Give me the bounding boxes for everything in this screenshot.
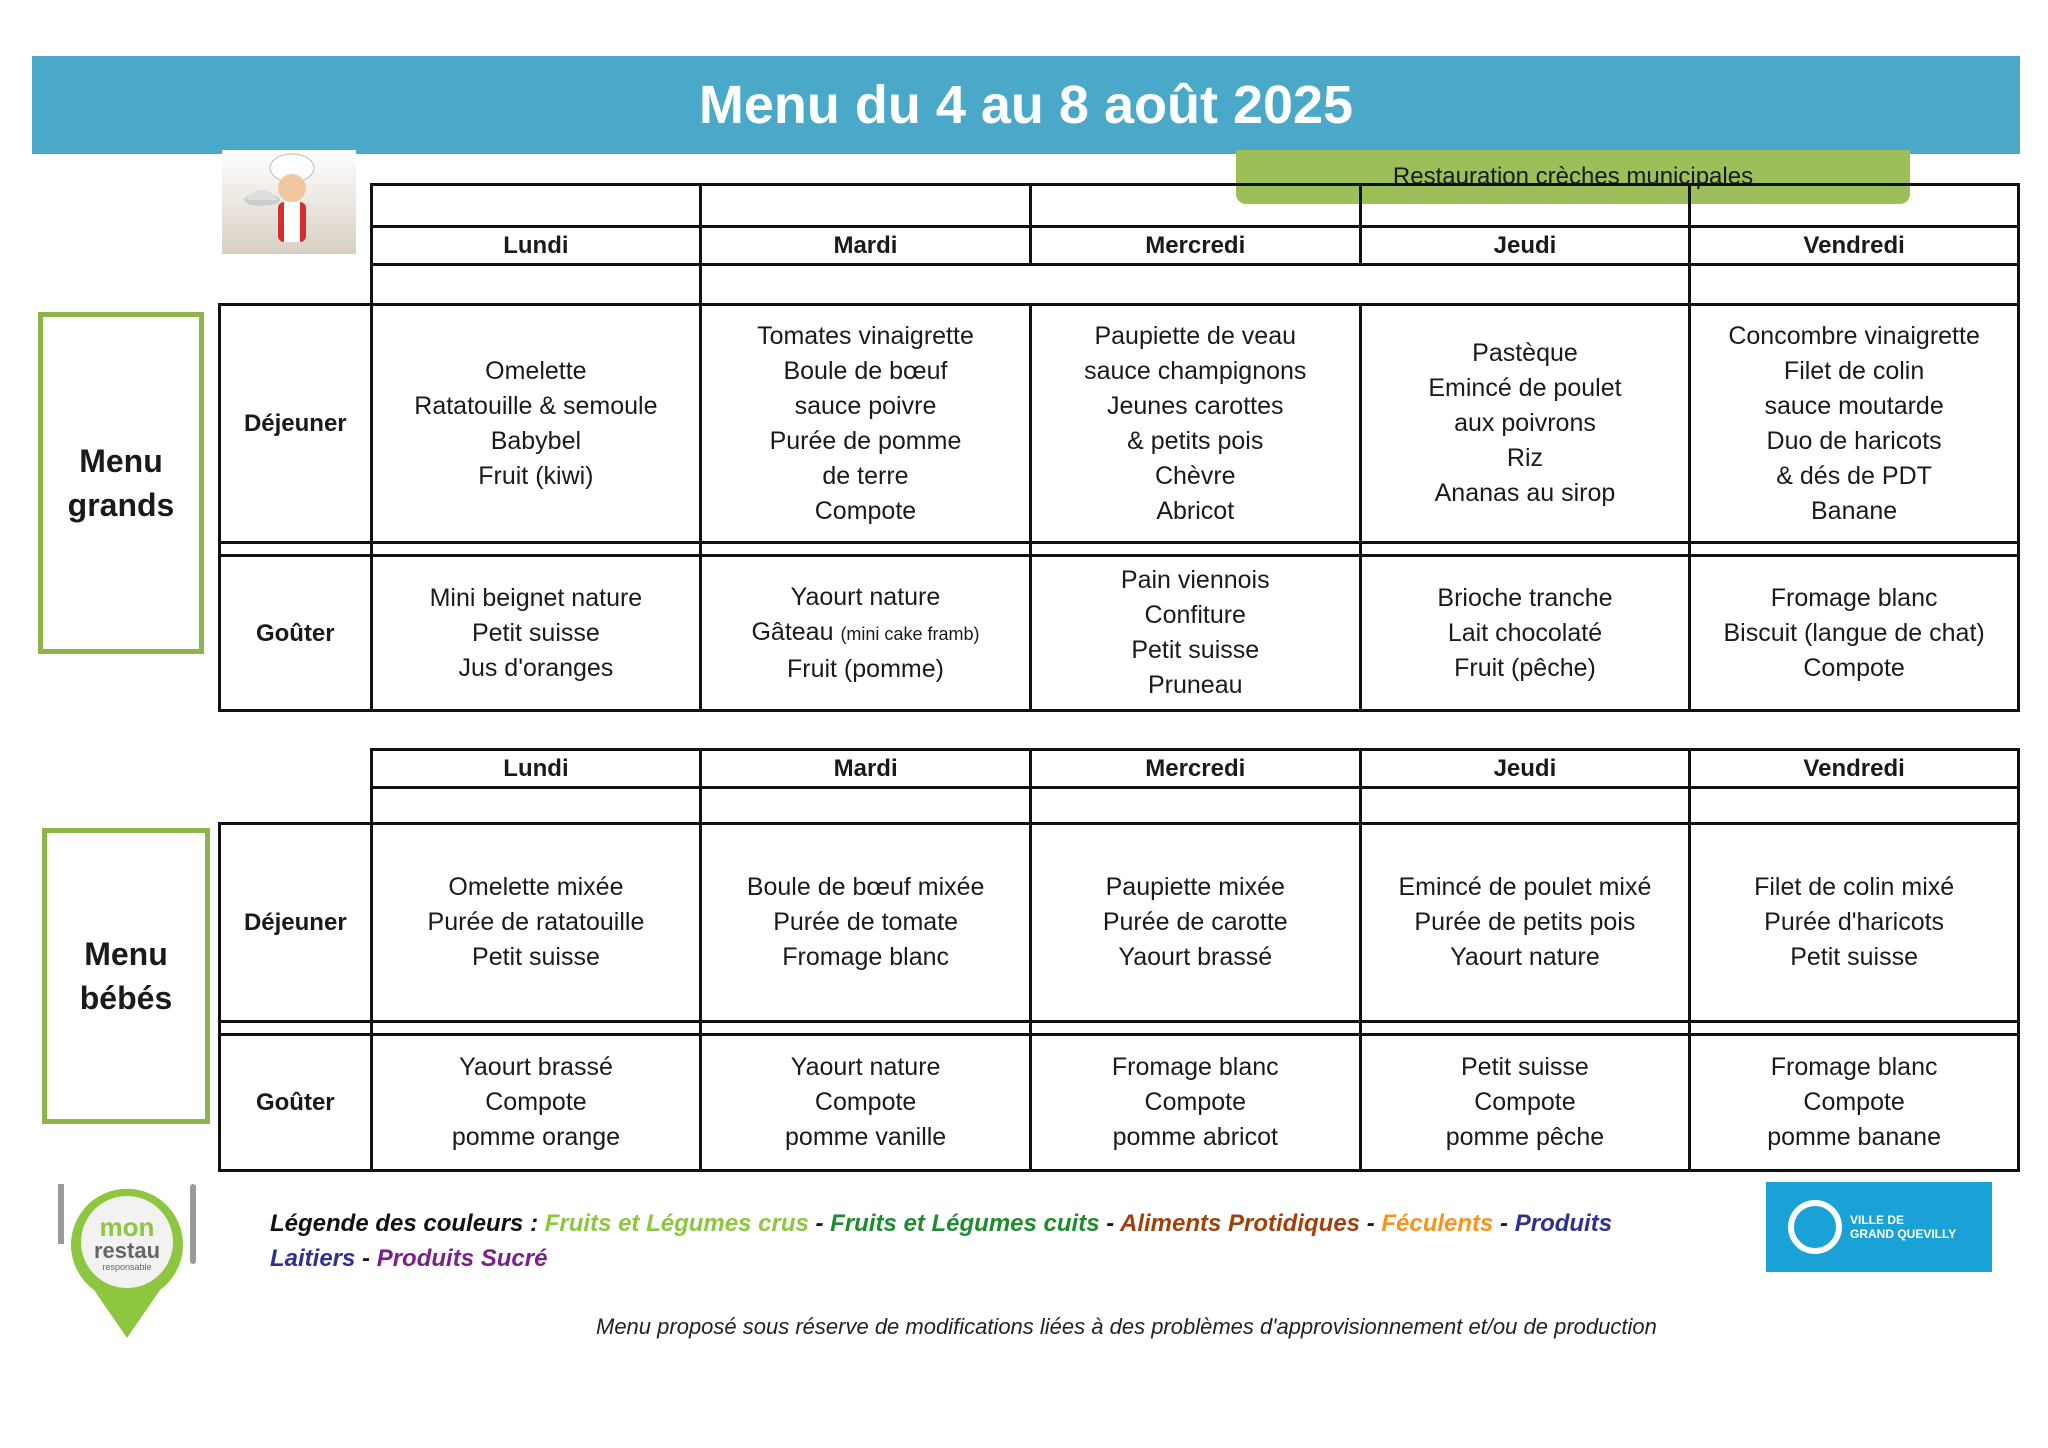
dish-cell: Mini beignet nature Petit suisse Jus d'oranges [371,556,701,711]
dish-cell: Tomates vinaigrette Boule de bœuf sauce poivre Purée de pomme de terre Compote [701,305,1031,543]
legend-item: Fruits et Légumes cuits [830,1210,1100,1237]
dish-cell: Brioche tranche Lait chocolaté Fruit (pêche) [1360,556,1689,711]
dish-cell: Petit suisse Compote pomme pêche [1360,1035,1690,1171]
meal-label-snack: Goûter [220,1035,372,1171]
menu-bebes-line1: Menu [84,936,168,972]
logo-text-responsable: responsable [102,1262,152,1272]
dish-cell: Pastèque Emincé de poulet aux poivrons Riz Ananas au sirop [1360,305,1689,543]
bebes-snack-row [220,1035,2019,1171]
dish-cell: Concombre vinaigrette Filet de colin sauce moutarde Duo de haricots & dés de PDT Banane [1690,305,2019,543]
legend-title: Légende des couleurs : [270,1210,539,1237]
color-legend: Légende des couleurs : Fruits et Légumes crus - Fruits et Légumes cuits - Aliments Protidiques - Féculents - Produits Laitiers - Produits Sucré [270,1210,1613,1272]
dish-cell: Yaourt nature Compote pomme vanille [701,1035,1031,1171]
dish-cell: Boule de bœuf mixée Purée de tomate Fromage blanc [701,824,1031,1022]
dish-cell: Fromage blanc Compote pomme banane [1690,1035,2019,1171]
day-header: Mardi [701,227,1031,265]
dish-cell: Paupiette mixée Purée de carotte Yaourt brassé [1030,824,1360,1022]
menu-grands-line1: Menu [79,443,163,479]
logo-right-line2: GRAND QUEVILLY [1850,1227,1957,1241]
logo-text-restau: restau [93,1238,161,1263]
disclaimer: Menu proposé sous réserve de modifications liées à des problèmes d'approvisionnement et/ou de production [596,1314,1657,1339]
dish-cell: Yaourt nature Gâteau (mini cake framb) Fruit (pomme) [701,556,1031,711]
dish-cell: Filet de colin mixé Purée d'haricots Petit suisse [1690,824,2019,1022]
dish-cell: Emincé de poulet mixé Purée de petits pois Yaourt nature [1360,824,1690,1022]
menu-bebes-label [42,828,210,1124]
menu-bebes-table [218,748,2020,1172]
grands-lunch-row [220,305,2019,543]
dish-cell: Pain viennois Confiture Petit suisse Pruneau [1030,556,1360,711]
dish-cell: Omelette Ratatouille & semoule Babybel Fruit (kiwi) [371,305,701,543]
day-header: Mercredi [1030,750,1360,788]
meal-label-snack: Goûter [220,556,372,711]
logo-right-line1: VILLE DE [1850,1213,1905,1227]
dish-cell: Fromage blanc Compote pomme abricot [1030,1035,1360,1171]
legend-item: Aliments Protidiques [1119,1210,1361,1237]
legend-item: Produits Sucré [376,1245,548,1272]
legend-item: Fruits et Légumes crus [544,1210,809,1237]
meal-label-lunch: Déjeuner [220,824,372,1022]
meal-label-lunch: Déjeuner [220,305,372,543]
menu-bebes-line2: bébés [79,980,173,1016]
day-header: Mercredi [1030,227,1360,265]
menu-grands-line2: grands [67,487,175,523]
day-header: Vendredi [1690,750,2019,788]
dish-cell: Omelette mixée Purée de ratatouille Petit suisse [371,824,701,1022]
logo-text-mon: mon [99,1212,155,1242]
menu-grands-table [218,183,2020,712]
bebes-day-row [220,750,2019,788]
ville-grand-quevilly-logo [1766,1182,1992,1272]
day-header: Jeudi [1360,750,1690,788]
restauration-tag: Restauration crèches municipales [1236,150,1910,204]
page-title: Menu du 4 au 8 août 2025 [32,56,2020,154]
day-header: Vendredi [1690,227,2019,265]
day-header: Lundi [371,227,701,265]
grands-snack-row [220,556,2019,711]
mon-restau-responsable-logo [54,1180,200,1340]
day-header: Lundi [371,750,701,788]
legend-item: Produits Laitiers [270,1210,1613,1272]
grand-quevilly-emblem-icon [1788,1200,1842,1254]
dish-cell: Paupiette de veau sauce champignons Jeunes carottes & petits pois Chèvre Abricot [1030,305,1360,543]
dish-cell: Fromage blanc Biscuit (langue de chat) Compote [1690,556,2019,711]
dish-cell: Yaourt brassé Compote pomme orange [371,1035,701,1171]
day-header: Mardi [701,750,1031,788]
grands-day-row [220,227,2019,265]
bebes-lunch-row [220,824,2019,1022]
day-header: Jeudi [1360,227,1689,265]
menu-grands-label [38,312,204,654]
legend-item: Féculents [1381,1210,1494,1237]
